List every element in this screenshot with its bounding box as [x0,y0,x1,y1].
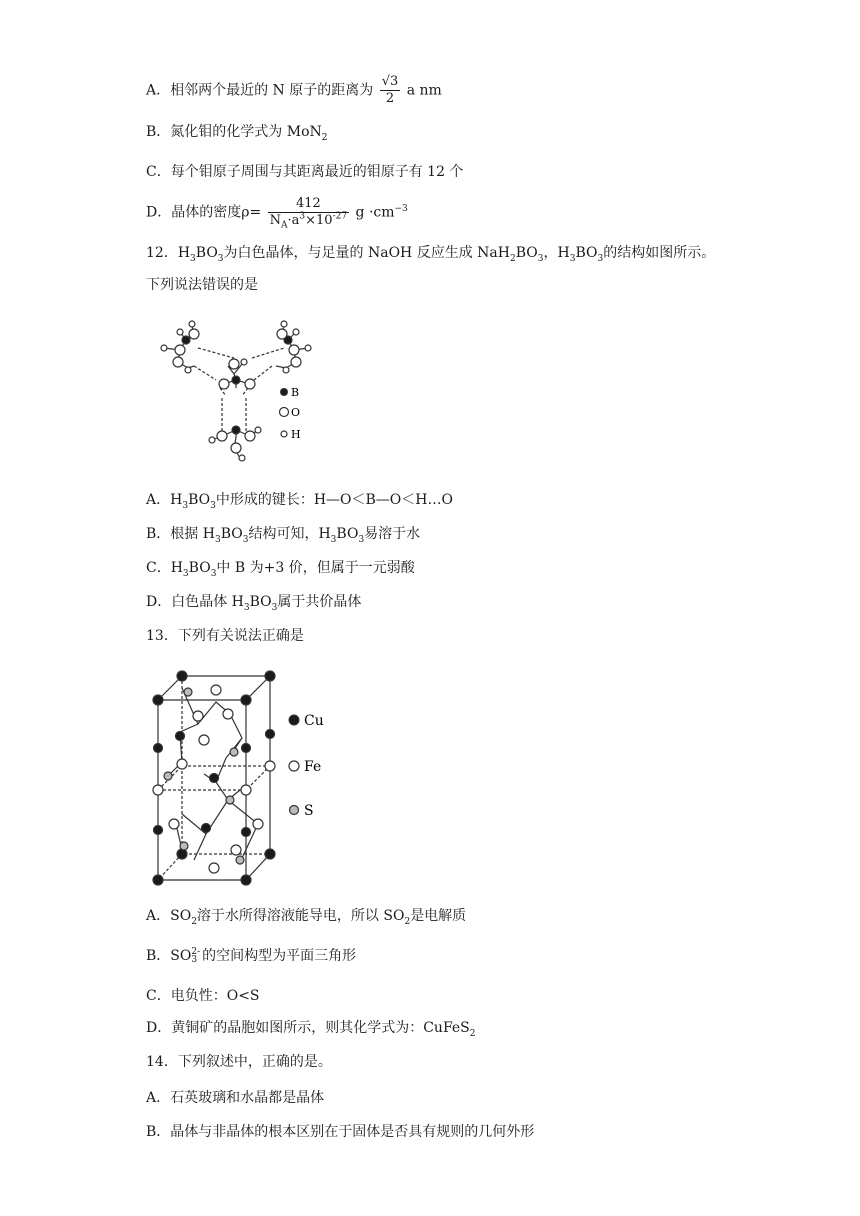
legend-fe-label: Fe [304,759,322,775]
q14-stem: 14．下列叙述中，正确的是。 [146,1054,332,1070]
legend-b-marker [281,389,288,396]
legend-h-label: H [291,428,301,441]
density-fraction: $\frac{412}{N_A\cdot a^3\times 10^{-27}}$ [269,196,348,231]
q13-option-d: D．黄铜矿的晶胞如图所示，则其化学式为：CuFeS$_2$ [146,1020,476,1039]
q11-option-d: D．晶体的密度ρ= $\frac{412}{N_A\cdot a^3\times 10^{-27}}$ $g \cdot cm^{-3}$ [146,196,408,231]
legend-o-marker [280,408,289,417]
q12-option-c: C．$H_3BO_3$中 B 为+3 价，但属于一元弱酸 [146,560,415,579]
legend-fe-marker [289,761,299,771]
chalcopyrite-unit-cell-figure [146,664,346,890]
legend-cu-label: Cu [304,713,324,729]
legend-cu-marker [289,715,299,725]
q11-option-b: B．氮化钼的化学式为 MoN$_2$ [146,124,328,143]
q11-option-c: C．每个钼原子周围与其距离最近的钼原子有 12 个 [146,164,464,180]
legend-h-marker [281,431,287,437]
q13-option-b: B．SO 2- 3 的空间构型为平面三角形 [146,947,357,965]
q12-stem-line1: 12．$H_3BO_3$为白色晶体，与足量的 NaOH 反应生成 $NaH_2BO_3$，$H_3BO_3$的结构如图所示。 [146,245,716,264]
fraction: $\frac{√3}{2}$ [381,74,399,106]
q14-option-a: A．石英玻璃和水晶都是晶体 [146,1090,325,1106]
q11-option-a: A．相邻两个最近的 N 原子的距离为 $\frac{√3}{2}$ a nm [146,74,442,106]
q12-stem-line2: 下列说法错误的是 [146,277,258,293]
q12-option-d: D．白色晶体 $H_3BO_3$属于共价晶体 [146,594,362,613]
q12-option-b: B．根据 $H_3BO_3$结构可知，$H_3BO_3$易溶于水 [146,526,421,545]
q14-option-b: B．晶体与非晶体的根本区别在于固体是否具有规则的几何外形 [146,1124,535,1140]
boric-acid-structure-figure [146,312,326,472]
q12-option-a: A．$H_3BO_3$中形成的键长：H—O＜B—O＜H…O [146,492,453,511]
legend-s-marker [290,806,299,815]
q13-option-c: C．电负性：O<S [146,988,260,1004]
q13-option-a: A．$SO_2$溶于水所得溶液能导电，所以 $SO_2$是电解质 [146,908,467,927]
legend-b-label: B [291,386,300,399]
q13-stem: 13．下列有关说法正确是 [146,628,304,644]
legend-o-label: O [291,406,301,419]
legend-s-label: S [304,803,314,819]
